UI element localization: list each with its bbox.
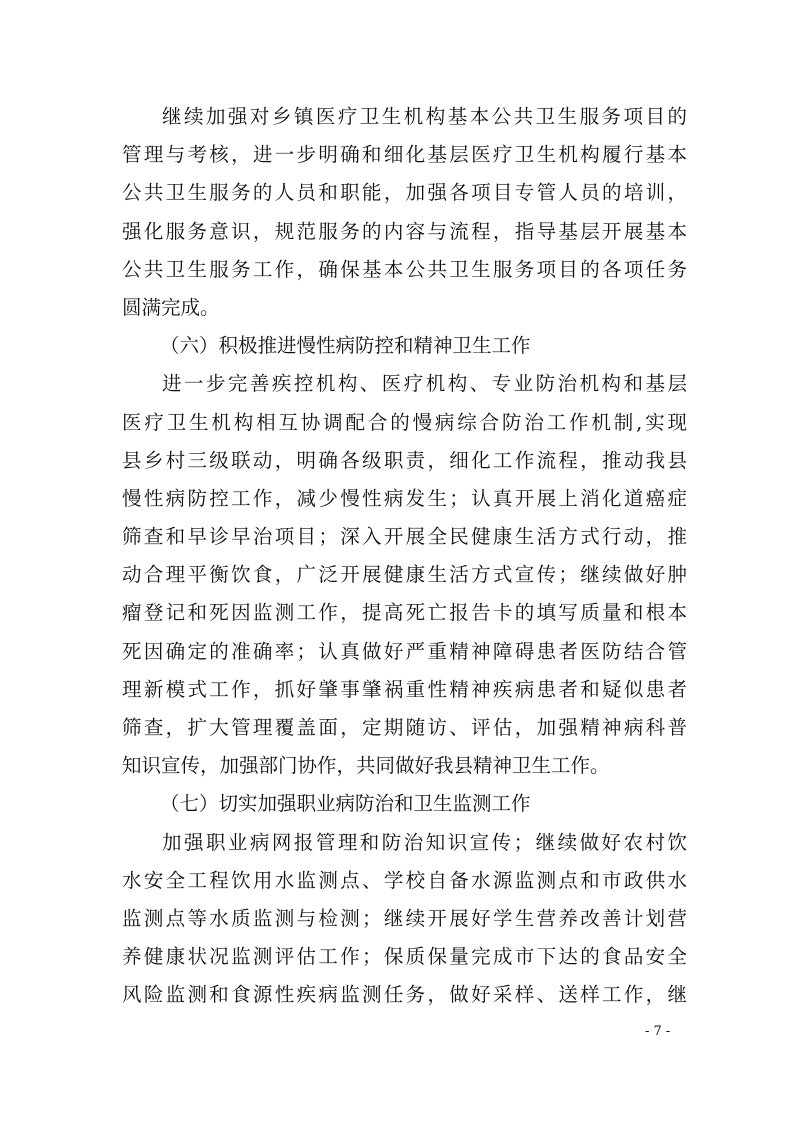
text-line: 加强职业病网报管理和防治知识宣传；继续做好农村饮: [162, 830, 687, 854]
text-line: 继续加强对乡镇医疗卫生机构基本公共卫生服务项目的: [162, 105, 687, 128]
text-line: 进一步完善疾控机构、医疗机构、专业防治机构和基层: [162, 372, 687, 396]
text-line: 养健康状况监测评估工作；保质保量完成市下达的食品安全: [122, 945, 687, 969]
text-line: 理新模式工作，抓好肇事肇祸重性精神疾病患者和疑似患者: [122, 677, 687, 701]
text-line: 筛查和早诊早治项目；深入开展全民健康生活方式行动，推: [122, 525, 687, 549]
text-line: 慢性病防控工作，减少慢性病发生；认真开展上消化道癌症: [122, 486, 687, 510]
body-text: [122, 98, 687, 1015]
text-line: 公共卫生服务工作，确保基本公共卫生服务项目的各项任务: [122, 257, 687, 281]
text-line: 筛查，扩大管理覆盖面，定期随访、评估，加强精神病科普: [122, 716, 687, 739]
text-line: 圆满完成。: [122, 295, 220, 319]
text-line: 瘤登记和死因监测工作，提高死亡报告卡的填写质量和根本: [122, 601, 687, 625]
text-line: 动合理平衡饮食，广泛开展健康生活方式宣传；继续做好肿: [122, 563, 687, 587]
section-heading: （七）切实加强职业病防治和卫生监测工作: [160, 792, 531, 816]
text-line: 医疗卫生机构相互协调配合的慢病综合防治工作机制,实现: [122, 410, 687, 434]
text-line: 风险监测和食源性疾病监测任务，做好采样、送样工作，继: [122, 983, 687, 1007]
text-line: 监测点等水质监测与检测；继续开展好学生营养改善计划营: [122, 906, 687, 930]
text-line: 死因确定的准确率；认真做好严重精神障碍患者医防结合管: [122, 639, 687, 663]
section-heading: （六）积极推进慢性病防控和精神卫生工作: [160, 334, 531, 358]
text-line: 县乡村三级联动，明确各级职责，细化工作流程，推动我县: [122, 448, 687, 472]
text-line: 管理与考核，进一步明确和细化基层医疗卫生机构履行基本: [122, 143, 687, 167]
text-line: 强化服务意识，规范服务的内容与流程，指导基层开展基本: [122, 219, 687, 243]
page-number: - 7 -: [645, 1024, 671, 1039]
text-line: 知识宣传，加强部门协作，共同做好我县精神卫生工作。: [122, 754, 610, 778]
text-line: 公共卫生服务的人员和职能，加强各项目专管人员的培训，: [122, 181, 687, 205]
text-line: 水安全工程饮用水监测点、学校自备水源监测点和市政供水: [122, 868, 687, 892]
